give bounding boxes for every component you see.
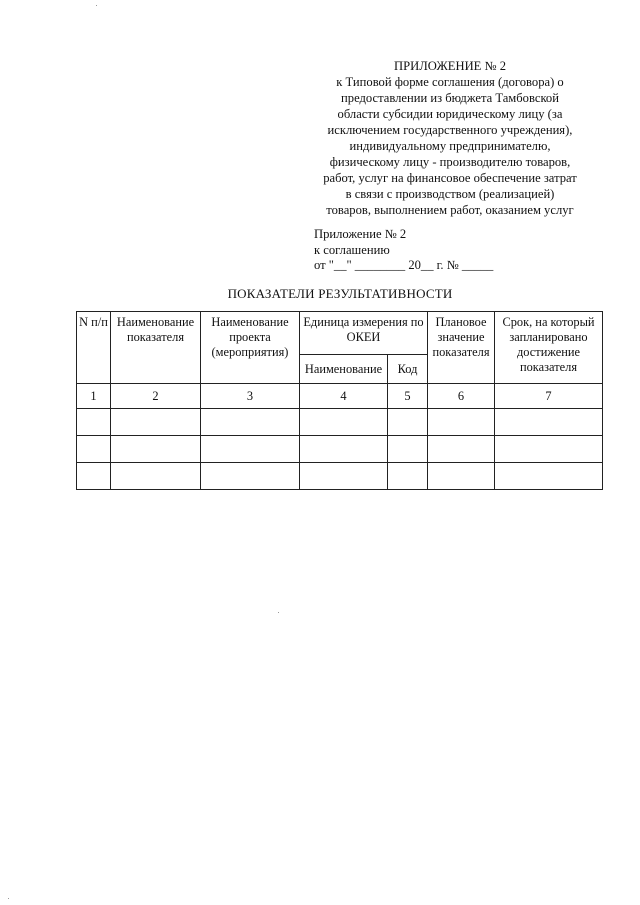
table-cell <box>495 409 603 436</box>
col-header-unit-group: Единица измерения по ОКЕИ <box>300 312 428 355</box>
col-header-planned-value: Плановое значение показателя <box>428 312 495 384</box>
scan-speck <box>278 612 279 613</box>
header-line: товаров, выполнением работ, оказанием услуг <box>326 203 574 217</box>
table-cell <box>428 463 495 490</box>
column-numbers-row <box>77 384 603 409</box>
attachment-title: Приложение № 2 <box>314 227 407 241</box>
header-line: индивидуальному предпринимателю, <box>349 139 551 153</box>
header-line: предоставлении из бюджета Тамбовской <box>341 91 559 105</box>
table-cell <box>300 463 388 490</box>
appendix-header <box>300 58 600 218</box>
header-line: исключением государственного учреждения), <box>327 123 573 137</box>
table-row <box>77 436 603 463</box>
table-cell <box>428 409 495 436</box>
table-cell <box>388 463 428 490</box>
table-cell <box>201 463 300 490</box>
column-number: 3 <box>201 384 300 409</box>
header-line: ПРИЛОЖЕНИЕ № 2 <box>394 59 506 73</box>
table-cell <box>201 436 300 463</box>
table-cell <box>388 436 428 463</box>
header-line: области субсидии юридическому лицу (за <box>337 107 563 121</box>
table-cell <box>300 409 388 436</box>
scan-speck <box>96 5 97 6</box>
table-cell <box>111 463 201 490</box>
col-header-unit-code: Код <box>388 355 428 384</box>
table-cell <box>77 409 111 436</box>
attachment-subtitle: к соглашению <box>314 242 390 257</box>
column-number: 7 <box>495 384 603 409</box>
column-number: 2 <box>111 384 201 409</box>
table-cell <box>300 436 388 463</box>
col-header-indicator-name: Наименование показателя <box>111 312 201 384</box>
table-cell <box>388 409 428 436</box>
table-cell <box>495 463 603 490</box>
header-line: в связи с производством (реализацией) <box>345 187 555 201</box>
page-title: ПОКАЗАТЕЛИ РЕЗУЛЬТАТИВНОСТИ <box>227 286 453 301</box>
column-number: 4 <box>300 384 388 409</box>
table-row <box>77 409 603 436</box>
table-cell <box>111 409 201 436</box>
table-cell <box>111 436 201 463</box>
col-header-unit-name: Наименование <box>300 355 388 384</box>
agreement-attachment-block <box>314 227 493 274</box>
col-header-deadline: Срок, на который запланировано достижение показателя <box>495 312 603 384</box>
indicators-table-wrap <box>76 311 602 490</box>
indicators-table <box>76 311 603 490</box>
table-cell <box>201 409 300 436</box>
table-cell <box>495 436 603 463</box>
table-cell <box>428 436 495 463</box>
column-number: 1 <box>77 384 111 409</box>
scan-speck <box>8 898 9 899</box>
attachment-date-number: от "__" ________ 20__ г. № _____ <box>314 258 494 272</box>
table-row <box>77 463 603 490</box>
header-line: физическому лицу - производителю товаров, <box>329 155 571 169</box>
table-cell <box>77 463 111 490</box>
column-number: 6 <box>428 384 495 409</box>
table-cell <box>77 436 111 463</box>
column-number: 5 <box>388 384 428 409</box>
header-line: к Типовой форме соглашения (договора) о <box>336 75 564 89</box>
col-header-num: N п/п <box>77 312 111 384</box>
table-header-row <box>77 312 603 355</box>
col-header-project-name: Наименование проекта (мероприятия) <box>201 312 300 384</box>
header-line: работ, услуг на финансовое обеспечение затрат <box>323 171 577 185</box>
